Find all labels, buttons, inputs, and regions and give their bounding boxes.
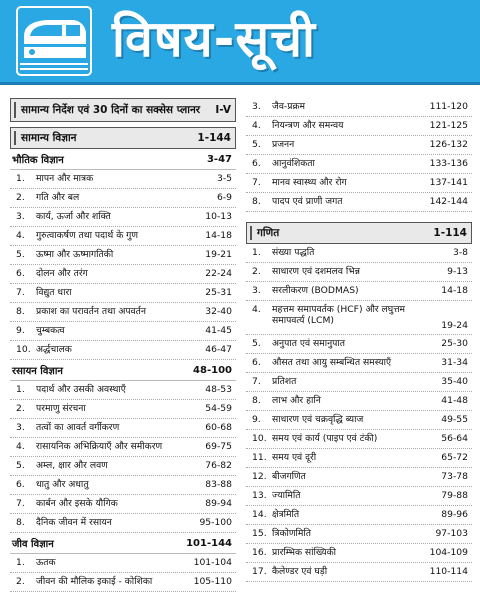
entry-pages: 31-34	[441, 357, 468, 368]
entry-pages: 111-120	[429, 101, 468, 112]
entry-pages: 56-64	[441, 433, 468, 444]
header-banner	[0, 0, 480, 82]
entry-number: 10.	[252, 433, 267, 444]
toc-subsection[interactable]	[10, 149, 236, 170]
entry-pages: 79-88	[441, 490, 468, 501]
entry-title: ऊष्मा और ऊष्मागतिकी	[36, 249, 114, 260]
entry-pages: 97-103	[435, 528, 468, 539]
toc-entry[interactable]	[10, 514, 236, 533]
toc-entry[interactable]	[10, 476, 236, 495]
entry-number: 15.	[252, 528, 267, 539]
entry-number: 1.	[16, 557, 25, 568]
entry-pages: 89-94	[205, 498, 232, 509]
entry-number: 7.	[252, 177, 261, 188]
section-label: सामान्य निर्देश एवं 30 दिनों का सक्सेस प्लानर	[21, 104, 201, 116]
entry-pages: 41-45	[205, 325, 232, 336]
entry-number: 8.	[252, 395, 261, 406]
toc-maths-items	[246, 244, 472, 582]
entry-number: 8.	[16, 517, 25, 528]
toc-entry[interactable]	[10, 400, 236, 419]
entry-pages: 133-136	[429, 158, 468, 169]
toc-entry[interactable]	[10, 573, 236, 592]
toc-entry[interactable]	[246, 244, 472, 263]
entry-number: 10.	[16, 344, 31, 355]
subsection-label: रसायन विज्ञान	[12, 366, 63, 377]
entry-number: 17.	[252, 566, 267, 577]
entry-title: प्रतिशत	[272, 376, 297, 387]
entry-title: धातु और अधातु	[36, 479, 89, 490]
entry-number: 8.	[16, 306, 25, 317]
subsection-label: भौतिक विज्ञान	[12, 155, 64, 166]
toc-entry[interactable]	[10, 341, 236, 360]
entry-title: ऊतक	[36, 557, 56, 568]
entry-number: 3.	[252, 101, 261, 112]
entry-pages: 101-104	[193, 557, 232, 568]
entry-title: कार्य, ऊर्जा और शक्ति	[36, 211, 111, 222]
entry-pages: 121-125	[429, 120, 468, 131]
entry-title: दोलन और तरंग	[36, 268, 88, 279]
subsection-pages: 48-100	[193, 364, 232, 376]
section-label: गणित	[257, 227, 280, 239]
entry-number: 7.	[16, 498, 25, 509]
section-pages: 1-144	[197, 132, 231, 144]
entry-pages: 14-18	[205, 230, 232, 241]
toc-right-column	[246, 98, 472, 582]
entry-pages: 65-72	[441, 452, 468, 463]
entry-title: अर्द्धचालक	[36, 344, 72, 355]
entry-number: 5.	[16, 460, 25, 471]
toc-entry[interactable]	[10, 208, 236, 227]
entry-pages: 110-114	[429, 566, 468, 577]
toc-entry[interactable]	[10, 189, 236, 208]
toc-entry[interactable]	[10, 457, 236, 476]
entry-title: प्रजनन	[272, 139, 295, 150]
toc-entry[interactable]	[246, 373, 472, 392]
entry-title: साधारण एवं चक्रवृद्धि ब्याज	[272, 414, 364, 425]
entry-number: 4.	[16, 441, 25, 452]
toc-entry[interactable]	[10, 381, 236, 400]
entry-number: 4.	[252, 304, 261, 315]
entry-pages: 89-96	[441, 509, 468, 520]
entry-pages: 32-40	[205, 306, 232, 317]
banner-divider	[0, 82, 480, 85]
toc-entry[interactable]	[246, 193, 472, 212]
toc-subsection[interactable]	[10, 360, 236, 381]
toc-bio-continued	[246, 98, 472, 212]
entry-pages: 104-109	[429, 547, 468, 558]
toc-entry[interactable]	[246, 411, 472, 430]
entry-number: 6.	[252, 357, 261, 368]
entry-number: 14.	[252, 509, 267, 520]
entry-title: जैव-प्रक्रम	[272, 101, 306, 112]
toc-entry[interactable]	[246, 301, 472, 335]
toc-entry[interactable]	[246, 282, 472, 301]
entry-title: त्रिकोणमिति	[272, 528, 312, 539]
entry-pages: 19-21	[205, 249, 232, 260]
entry-pages: 105-110	[193, 576, 232, 587]
entry-title: समय एवं दूरी	[272, 452, 317, 463]
entry-number: 2.	[16, 403, 25, 414]
entry-number: 6.	[16, 479, 25, 490]
toc-entry[interactable]	[10, 303, 236, 322]
page-title: विषय-सूची	[112, 10, 316, 68]
entry-pages: 9-13	[447, 266, 468, 277]
toc-entry[interactable]	[246, 430, 472, 449]
entry-pages: 48-53	[205, 384, 232, 395]
entry-title: प्रकाश का परावर्तन तथा अपवर्तन	[36, 306, 146, 317]
entry-title: पादप एवं प्राणी जगत	[272, 196, 343, 207]
entry-title: रासायनिक अभिक्रियाएँ और समीकरण	[36, 441, 163, 452]
toc-entry[interactable]	[246, 155, 472, 174]
toc-entry[interactable]	[246, 136, 472, 155]
toc-section-intro[interactable]	[10, 98, 236, 122]
entry-pages: 25-31	[205, 287, 232, 298]
section-pages: 1-114	[433, 227, 467, 239]
entry-number: 6.	[252, 158, 261, 169]
entry-number: 13.	[252, 490, 267, 501]
toc-section-general-science[interactable]	[10, 127, 236, 149]
entry-pages: 10-13	[205, 211, 232, 222]
entry-title: समय एवं कार्य (पाइप एवं टंकी)	[272, 433, 378, 444]
entry-pages: 69-75	[205, 441, 232, 452]
entry-title: दैनिक जीवन में रसायन	[36, 517, 112, 528]
entry-number: 7.	[252, 376, 261, 387]
entry-pages: 137-141	[429, 177, 468, 188]
toc-entry[interactable]	[10, 227, 236, 246]
toc-entry[interactable]	[10, 419, 236, 438]
toc-groups	[10, 149, 236, 592]
entry-number: 16.	[252, 547, 267, 558]
toc-entry[interactable]	[10, 265, 236, 284]
toc-entry[interactable]	[246, 98, 472, 117]
entry-title: आनुवंशिकता	[272, 158, 315, 169]
entry-pages: 19-24	[441, 320, 468, 331]
entry-title: ज्यामिति	[272, 490, 301, 501]
entry-pages: 22-24	[205, 268, 232, 279]
entry-pages: 6-9	[216, 192, 232, 203]
entry-title: तत्वों का आवर्त वर्गीकरण	[36, 422, 120, 433]
entry-pages: 54-59	[205, 403, 232, 414]
toc-entry[interactable]	[246, 487, 472, 506]
toc-entry[interactable]	[246, 174, 472, 193]
toc-entry[interactable]	[246, 263, 472, 282]
toc-left-column	[10, 98, 236, 592]
toc-entry[interactable]	[10, 438, 236, 457]
entry-number: 5.	[252, 338, 261, 349]
entry-number: 5.	[252, 139, 261, 150]
entry-title: मापन और मात्रक	[36, 173, 94, 184]
subsection-pages: 101-144	[186, 537, 232, 549]
entry-pages: 35-40	[441, 376, 468, 387]
train-icon	[16, 6, 92, 76]
entry-number: 2.	[16, 576, 25, 587]
toc-entry[interactable]	[246, 468, 472, 487]
entry-title: मानव स्वास्थ्य और रोग	[272, 177, 347, 188]
toc-section-maths[interactable]	[246, 222, 472, 244]
entry-number: 4.	[16, 230, 25, 241]
entry-title: सरलीकरण (BODMAS)	[272, 285, 359, 296]
toc-entry[interactable]	[10, 170, 236, 189]
subsection-pages: 3-47	[206, 153, 232, 165]
entry-number: 2.	[16, 192, 25, 203]
entry-pages: 142-144	[429, 196, 468, 207]
entry-title: प्रारम्भिक सांख्यिकी	[272, 547, 337, 558]
entry-title: कैलेण्डर एवं घड़ी	[272, 566, 328, 577]
toc-entry[interactable]	[246, 563, 472, 582]
toc-entry[interactable]	[10, 284, 236, 303]
entry-number: 8.	[252, 196, 261, 207]
entry-title: गति और बल	[36, 192, 80, 203]
entry-pages: 14-18	[441, 285, 468, 296]
entry-title: जीवन की मौलिक इकाई - कोशिका	[36, 576, 153, 587]
entry-pages: 3-5	[216, 173, 232, 184]
entry-title: गुरुत्वाकर्षण तथा पदार्थ के गुण	[36, 230, 138, 241]
toc-entry[interactable]	[10, 246, 236, 265]
entry-title: क्षेत्रमिति	[272, 509, 300, 520]
entry-title: महत्तम समापवर्तक (HCF) और लघुत्तम समापवर्त्य (LCM)	[272, 304, 406, 326]
entry-number: 2.	[252, 266, 261, 277]
entry-pages: 76-82	[205, 460, 232, 471]
toc-entry[interactable]	[246, 117, 472, 136]
entry-pages: 3-8	[452, 247, 468, 258]
subsection-label: जीव विज्ञान	[12, 539, 54, 550]
entry-pages: 95-100	[199, 517, 232, 528]
entry-number: 9.	[16, 325, 25, 336]
entry-number: 4.	[252, 120, 261, 131]
entry-number: 11.	[252, 452, 267, 463]
entry-title: लाभ और हानि	[272, 395, 321, 406]
entry-pages: 126-132	[429, 139, 468, 150]
entry-number: 3.	[16, 211, 25, 222]
entry-title: बीजगणित	[272, 471, 306, 482]
section-pages: I-V	[215, 104, 231, 116]
entry-pages: 60-68	[205, 422, 232, 433]
entry-title: औसत तथा आयु सम्बन्धित समस्याएँ	[272, 357, 392, 368]
entry-number: 7.	[16, 287, 25, 298]
toc-entry[interactable]	[246, 506, 472, 525]
entry-pages: 83-88	[205, 479, 232, 490]
toc-entry[interactable]	[10, 495, 236, 514]
entry-number: 3.	[252, 285, 261, 296]
toc-entry[interactable]	[246, 354, 472, 373]
entry-title: नियन्त्रण और समन्वय	[272, 120, 344, 131]
toc-entry[interactable]	[246, 449, 472, 468]
entry-title: चुम्बकत्व	[36, 325, 65, 336]
entry-number: 1.	[16, 384, 25, 395]
entry-number: 12.	[252, 471, 267, 482]
toc-entry[interactable]	[246, 392, 472, 411]
toc-entry[interactable]	[10, 554, 236, 573]
entry-number: 1.	[252, 247, 261, 258]
entry-number: 9.	[252, 414, 261, 425]
entry-number: 1.	[16, 173, 25, 184]
entry-pages: 46-47	[205, 344, 232, 355]
entry-title: अम्ल, क्षार और लवण	[36, 460, 108, 471]
entry-pages: 73-78	[441, 471, 468, 482]
entry-title: परमाणु संरचना	[36, 403, 86, 414]
entry-title: पदार्थ और उसकी अवस्थाएँ	[36, 384, 126, 395]
toc-subsection[interactable]	[10, 533, 236, 554]
toc-entry[interactable]	[10, 322, 236, 341]
entry-title: अनुपात एवं समानुपात	[272, 338, 346, 349]
toc-entry[interactable]	[246, 525, 472, 544]
toc-entry[interactable]	[246, 544, 472, 563]
entry-title: कार्बन और इसके यौगिक	[36, 498, 118, 509]
entry-number: 6.	[16, 268, 25, 279]
entry-number: 3.	[16, 422, 25, 433]
entry-title: संख्या पद्धति	[272, 247, 315, 258]
entry-title: साधारण एवं दशमलव भिन्न	[272, 266, 361, 277]
toc-entry[interactable]	[246, 335, 472, 354]
entry-title: विद्युत धारा	[36, 287, 72, 298]
section-label: सामान्य विज्ञान	[21, 132, 77, 144]
entry-pages: 49-55	[441, 414, 468, 425]
entry-pages: 25-30	[441, 338, 468, 349]
entry-number: 5.	[16, 249, 25, 260]
entry-pages: 41-48	[441, 395, 468, 406]
